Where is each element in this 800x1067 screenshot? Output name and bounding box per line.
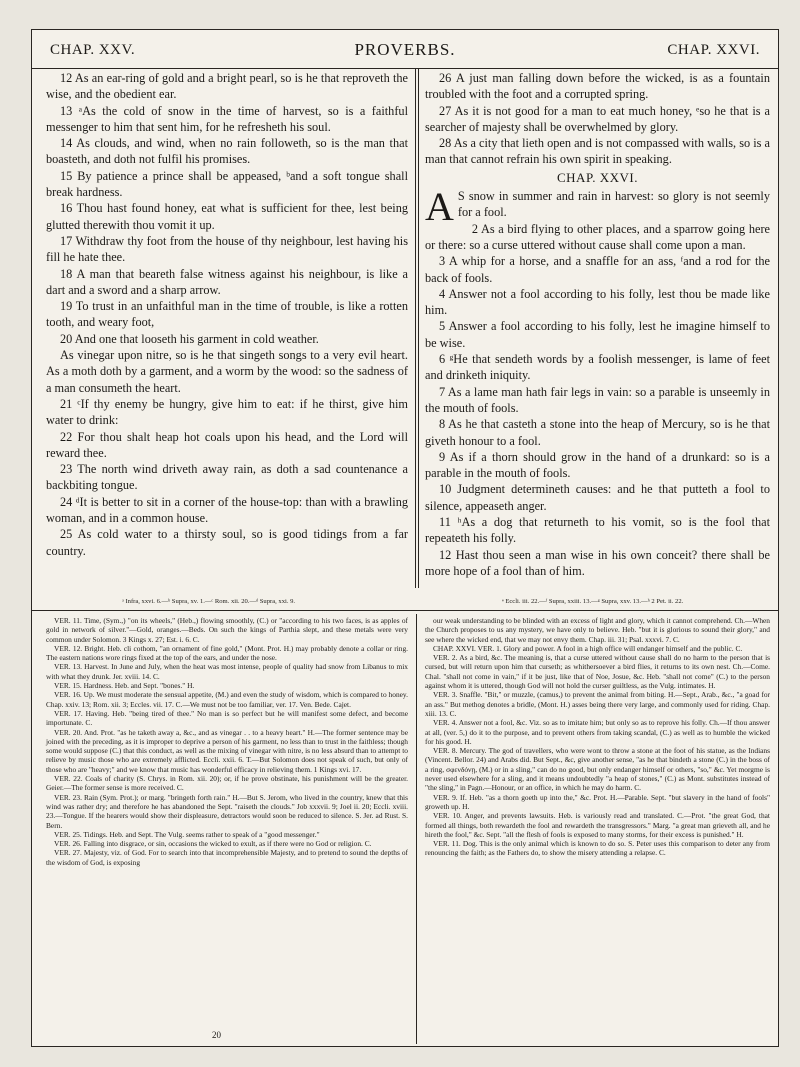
header-chapter-right: CHAP. XXVI.	[667, 42, 760, 58]
first-verse-text: S snow in summer and rain in harvest: so glory is not seemly for a fool.	[457, 189, 770, 220]
drop-cap: A	[425, 184, 454, 230]
verse: 9 As if a thorn should grow in the hand of a drunkard: so is a parable in the mouth of fools.	[425, 449, 770, 481]
column-divider	[415, 68, 416, 588]
verse: 15 By patience a prince shall be appeased, ᵇand a soft tongue shall break hardness.	[46, 168, 408, 200]
header-chapter-left: CHAP. XXV.	[50, 42, 136, 58]
chapter-first-verse	[425, 184, 770, 230]
commentary-paragraph: VER. 27. Majesty, viz. of God. For to search into that incomprehensible Majesty, and to pretend to sound the depths of the wisdom of God, is exposing	[46, 848, 408, 867]
commentary-paragraph: VER. 25. Tidings. Heb. and Sept. The Vulg. seems rather to speak of a "good messenger."	[54, 829, 320, 839]
commentary-paragraph: VER. 4. Answer not a fool, &c. Viz. so as to imitate him; but only so as to reprove his folly. Ch.—If thou answer at all, (ver. 5,) do it to the purpose, and to prevent others from taking scandal, (C.) as well as to humble the wicked for his good. H.	[425, 718, 770, 746]
verse: As vinegar upon nitre, so is he that singeth songs to a very evil heart. As a moth doth by a garment, and a worm by the wood: so the sadness of a man consumeth the heart.	[46, 348, 408, 395]
verse: 6 ᵍHe that sendeth words by a foolish messenger, is lame of feet and drinketh iniquity.	[425, 352, 770, 383]
running-header	[32, 30, 778, 69]
commentary-paragraph: VER. 11. Dog. This is the only animal which is known to do so. S. Peter uses this comparison to deter any from renouncing the faith; as the Fathers do, to show the misery attending a relapse. C.	[425, 839, 770, 858]
commentary-left	[46, 616, 408, 867]
verse: 25 As cold water to a thirsty soul, so is good tidings from a far country.	[46, 527, 408, 558]
footnote-rule	[32, 610, 778, 611]
verse: 18 A man that beareth false witness against his neighbour, is like a dart and a sword and a sharp arrow.	[46, 266, 408, 297]
commentary-paragraph: VER. 12. Bright. Heb. cli cothom, "an ornament of fine gold," (Mont. Prot. H.) may probably denote a collar or ring. The eastern nations wore rings fixed at the top of the ears, and under the nose.	[46, 643, 408, 663]
commentary-paragraph: VER. 20. And. Prot. "as he taketh away a, &c., and as vinegar . . to a heavy heart." H.—The former sentence may be joined with the preceding, as it is improper to deprive a person of his garment, no less than to trust in the faithless; though some would suppose (C.) that this conduct, as well as the mixing of vinegar with nitre, is no less absurd than to attempt to relieve by music those who are extremely afflicted. Eccli. xxii. 6. T.—But Solomon does not speak of such, but only of those who are "heavy;" and we know that music has wonderful efficacy in relieving them. 1 Kings xvi. 17.	[46, 727, 408, 774]
verse: 22 For thou shalt heap hot coals upon his head, and the Lord will reward thee.	[46, 429, 408, 460]
commentary-paragraph: VER. 10. Anger, and prevents lawsuits. Heb. is variously read and translated. C.—Prot. "the great God, that formed all things, both rewardeth the fool and rewardeth the transgressors." Marg. "a great man grieveth all, and he hireth the fool," &c. Sept. "all the flesh of fools is exposed to many storms, for their excess is punished." H.	[425, 811, 770, 839]
commentary-right	[425, 616, 770, 858]
commentary-paragraph: VER. 11. Time, (Sym.,) "on its wheels," (Heb.,) flowing smoothly, (C.) or "according to his two faces, is as apples of gold in network of silver."—Gold, oranges.—Beds. On such the kings of Parthia slept, and these metals were very common under Solomon. 3 Kings x. 27; Est. i. 6. C.	[46, 616, 408, 644]
commentary-divider	[416, 614, 417, 1044]
verse: 24 ᵈIt is better to sit in a corner of the house-top: than with a brawling woman, and in a common house.	[46, 494, 408, 526]
verse: 13 ᵃAs the cold of snow in the time of harvest, so is a faithful messenger to him that sent him, for he refresheth his soul.	[46, 103, 408, 134]
verse: 11 ʰAs a dog that returneth to his vomit, so is the fool that repeateth his folly.	[425, 515, 770, 546]
footnotes-right: ᵉ Eccli. iii. 22.—ᶠ Supra, xxiii. 13.—ᵍ Supra, xxv. 13.—ʰ 2 Pet. ii. 22.	[502, 598, 684, 605]
commentary-paragraph: VER. 8. Mercury. The god of travellers, who were wont to throw a stone at the foot of his statue, as the Indians (Vincent. Bellor. 24) and Arabs did. But Sept., &c, give another sense, "as he that bindeth a stone (C.) in the boss of a ring, σφενδόνῃ, (M.) or in a sling," can do no good, but only endanger himself or others, "so," &c. Yet morgme is never used elsewhere for a sling, and it means undoubtedly "a heap of stones," (C.) as Mont. substitutes instead of "the sling," in Pagn.—Honour, or an office, in which he may do harm. C.	[425, 746, 770, 793]
verse: 27 As it is not good for a man to eat much honey, ᵉso he that is a searcher of majesty shall be overwhelmed by glory.	[425, 103, 770, 134]
verse: 23 The north wind driveth away rain, as doth a sad countenance a backbiting tongue.	[46, 462, 408, 493]
commentary-paragraph: VER. 26. Falling into disgrace, or sin, occasions the wicked to exult, as if there were no God or religion. C.	[54, 839, 372, 849]
page-number: 20	[212, 1030, 221, 1040]
commentary-paragraph: VER. 17. Having. Heb. "being tired of thee." No man is so perfect but he will manifest some defect, and become importunate. C.	[46, 708, 408, 728]
verse: 12 Hast thou seen a man wise in his own conceit? there shall be more hope of a fool than of him.	[425, 547, 770, 578]
verse: 7 As a lame man hath fair legs in vain: so a parable is unseemly in the mouth of fools.	[425, 384, 770, 415]
verse: 3 A whip for a horse, and a snaffle for an ass, ᶠand a rod for the back of fools.	[425, 254, 770, 285]
commentary-paragraph: VER. 22. Coals of charity (S. Chrys. in Rom. xii. 20); or, if he prove obstinate, his punishment will be the greater. Geier.—The former sense is more received. C.	[46, 774, 408, 793]
footnotes-left: ᵃ Infra, xxvi. 6.—ᵇ Supra, xv. 1.—ᶜ Rom. xii. 20.—ᵈ Supra, xxi. 9.	[122, 598, 296, 605]
verse: 20 And one that looseth his garment in cold weather.	[60, 331, 319, 346]
commentary-paragraph: VER. 9. If. Heb. "as a thorn goeth up into the," &c. Prot. H.—Parable. Sept. "but slavery in the hand of fools" groweth up. H.	[425, 792, 770, 811]
commentary-paragraph: VER. 15. Hardness. Heb. and Sept. "bones." H.	[54, 681, 195, 691]
verse: 8 As he that casteth a stone into the heap of Mercury, so is he that giveth honour to a fool.	[425, 417, 770, 448]
verse: 21 ᶜIf thy enemy be hungry, give him to eat: if he thirst, give him water to drink:	[46, 396, 408, 428]
commentary-paragraph: our weak understanding to be blinded with an excess of light and glory, which it cannot comprehend. Ch.—When the Church proposes to us any mystery, we have only to believe. Heb. "but it is glorious to sound their glory," and see where the wicked end, that we may not envy them. Chap. iii. 31; Psal. xxxvi. 7. C.	[425, 616, 770, 644]
header-book-title: PROVERBS.	[354, 40, 456, 59]
verse: 2 As a bird flying to other places, and a sparrow going here or there: so a curse uttered without cause shall come upon a man.	[425, 221, 770, 252]
chapter-heading: CHAP. XXVI.	[557, 169, 638, 185]
column-divider-inner	[418, 68, 419, 588]
verse: 17 Withdraw thy foot from the house of thy neighbour, lest having his fill he hate thee.	[46, 233, 408, 265]
right-text-column	[425, 70, 770, 579]
commentary-paragraph: VER. 23. Rain (Sym. Prot.); or marg. "bringeth forth rain." H.—But S. Jerom, who lived in the country, knew that this wind was rather dry; and therefore he has abandoned the Sept. "raiseth the clouds." Job xxxvii. 9; Joel ii. 20; Eccli. xviii. 23.—Tongue. If the hearers would show their displeasure, detractors would soon be reduced to silence. S. Jer. ad Rust. S. Bern.	[46, 792, 408, 830]
verse: 4 Answer not a fool according to his folly, lest thou be made like him.	[425, 286, 770, 318]
left-text-column	[46, 70, 408, 559]
commentary-paragraph: VER. 2. As a bird, &c. The meaning is, that a curse uttered without cause shall do no harm to the person that is cursed, but will return upon him that curseth; as whithersoever a bird flies, it returns to its own nest. Ch.—Come. Chal. "shall not come in vain," if it be just, like that of Noe, Josue, &c. Heb. "shall not come" (C.) to the person against whom it is uttered, though God will not hold the curser guiltless, as the Vulg. intimates. H.	[425, 653, 770, 691]
commentary-paragraph: VER. 3. Snaffle. "Bit," or muzzle, (camus,) to prevent the animal from biting. H.—Sept., Arab., &c., "a goad for an ass." But methog denotes a bridle, (Mont. H.) asses being there very large, and commonly used for riding. Chap. xiii. 13. C.	[425, 690, 770, 718]
verse: 19 To trust in an unfaithful man in the time of trouble, is like a rotten tooth, and weary foot,	[46, 299, 408, 330]
verse: 5 Answer a fool according to his folly, lest he imagine himself to be wise.	[425, 319, 770, 350]
commentary-paragraph: CHAP. XXVI. VER. 1. Glory and power. A fool in a high office will endanger himself and the public. C.	[433, 643, 743, 653]
verse: 12 As an ear-ring of gold and a bright pearl, so is he that reproveth the wise, and the obedient ear.	[46, 71, 408, 102]
verse: 10 Judgment determineth causes: and he that putteth a fool to silence, appeaseth anger.	[425, 482, 770, 513]
verse: 14 As clouds, and wind, when no rain followeth, so is the man that boasteth, and doth not fulfil his promises.	[46, 136, 408, 167]
page	[31, 29, 779, 1047]
verse: 28 As a city that lieth open and is not compassed with walls, so is a man that cannot refrain his own spirit in speaking.	[425, 136, 770, 167]
commentary-paragraph: VER. 13. Harvest. In June and July, when the heat was most intense, people of quality had snow from Libanus to mix with what they drunk. Jer. xviii. 14. C.	[46, 662, 408, 681]
verse: 16 Thou hast found honey, eat what is sufficient for thee, lest being glutted therewith thou vomit it up.	[46, 201, 408, 232]
verse: 26 A just man falling down before the wicked, is as a fountain troubled with the foot and a corrupted spring.	[425, 71, 770, 102]
commentary-paragraph: VER. 16. Up. We must moderate the sensual appetite, (M.) and even the study of wisdom, which is compared to honey. Chap. xxiv. 13; Rom. xii. 3; Eccles. vii. 17. C.—We must not be too familiar, ver. 17. Ven. Bede. Cajet.	[46, 690, 408, 709]
